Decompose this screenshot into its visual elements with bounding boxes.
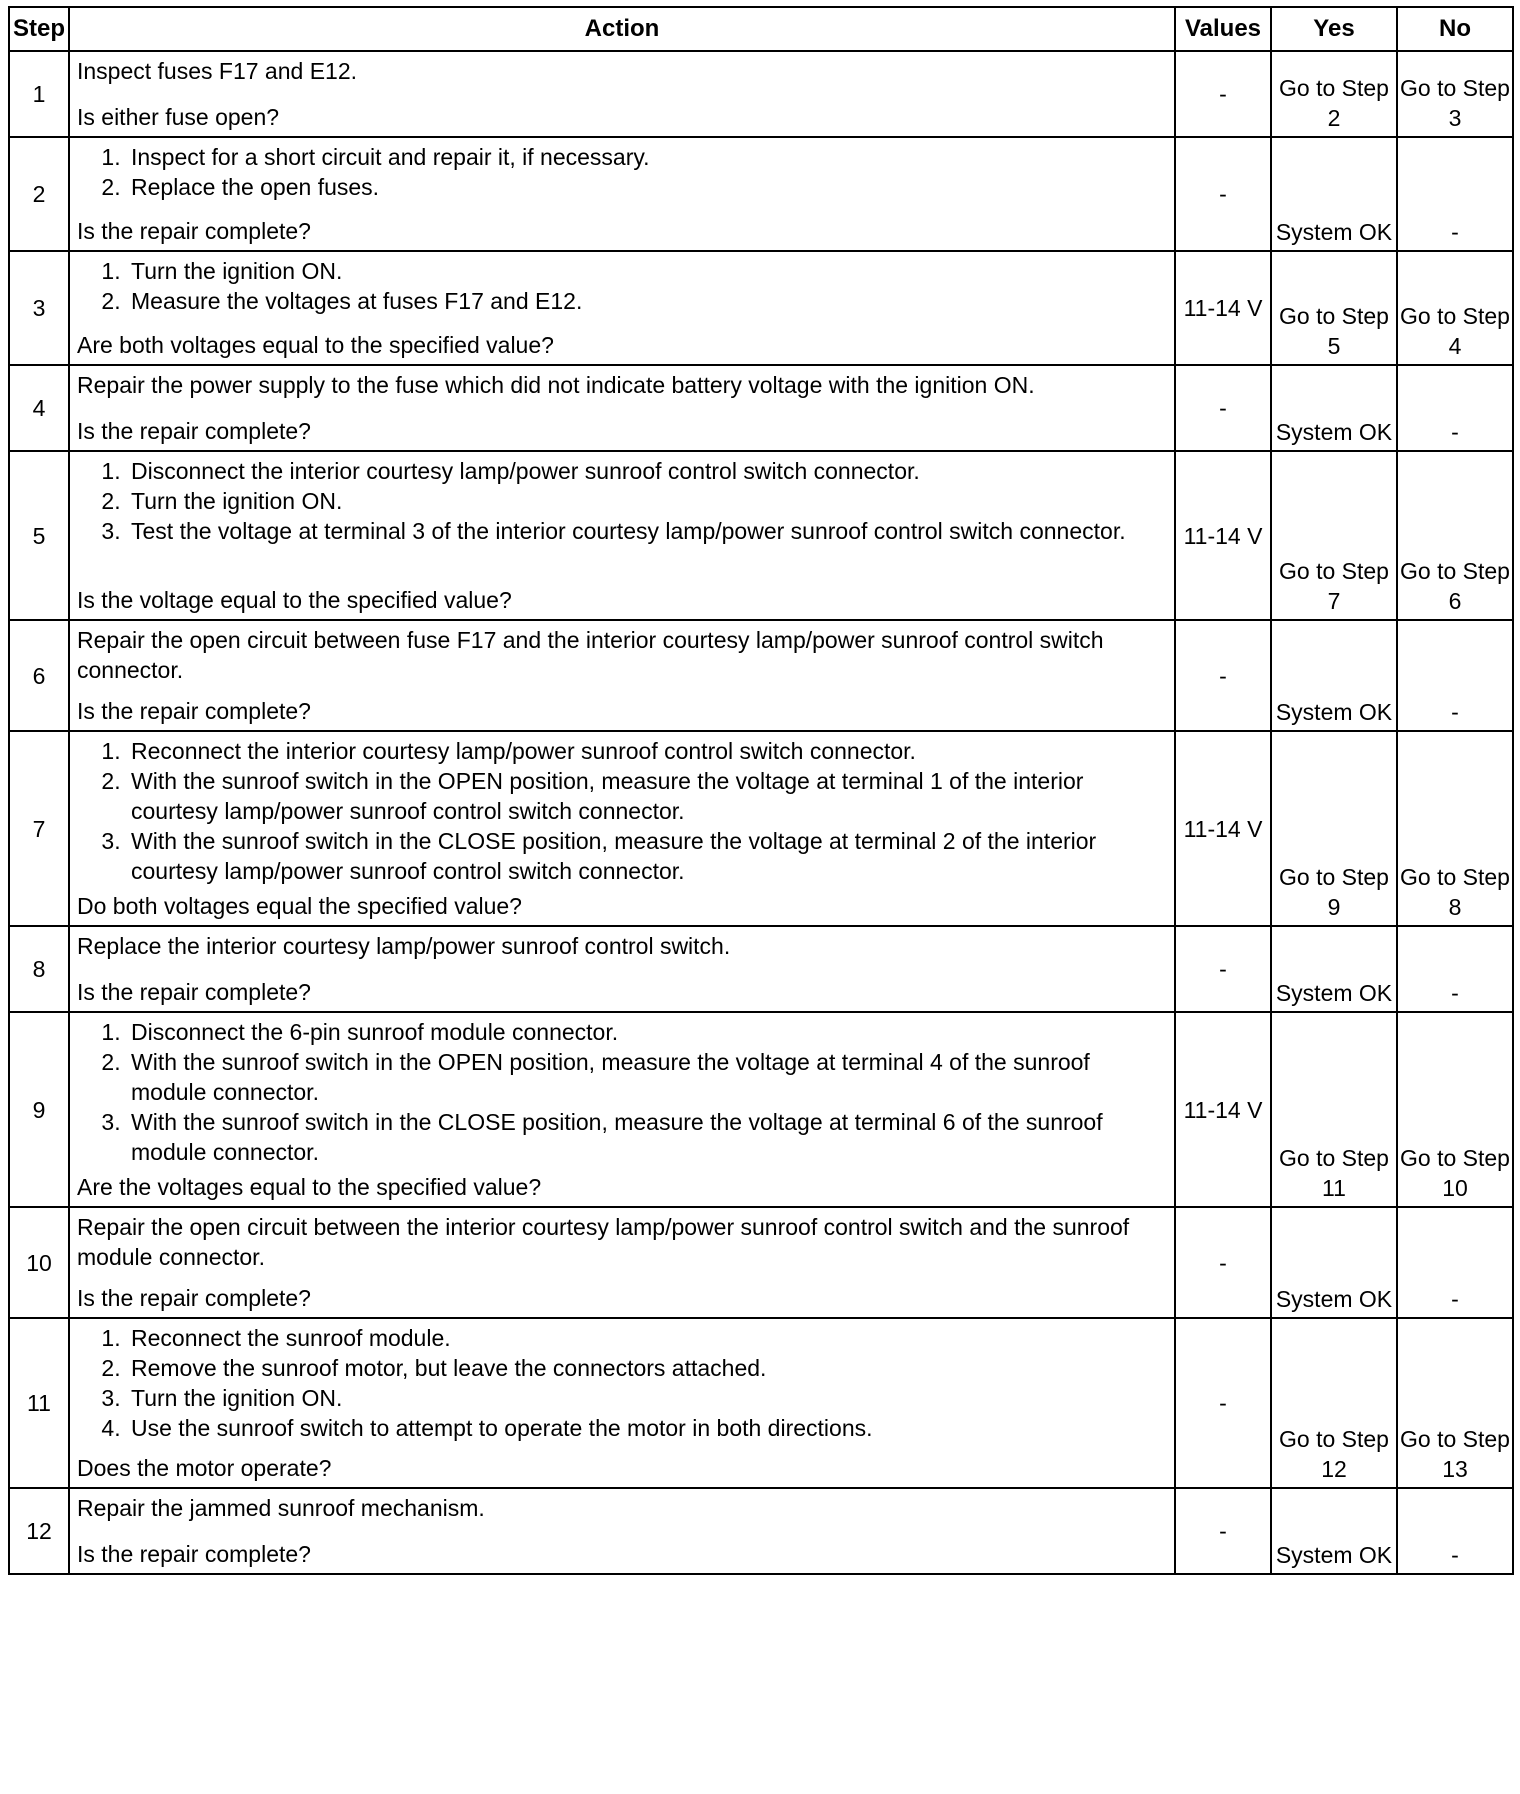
yes-result: System OK	[1271, 926, 1397, 1012]
action-steps-list	[77, 142, 1164, 202]
step-number: 10	[9, 1207, 69, 1318]
action-step-item: 1. Reconnect the interior courtesy lamp/power sunroof control switch connector.	[127, 736, 1164, 766]
action-instructions	[77, 1212, 1164, 1272]
value-cell: -	[1175, 620, 1271, 731]
yes-result: Go to Step 2	[1271, 51, 1397, 137]
step-number: 1	[9, 51, 69, 137]
value-cell: 11-14 V	[1175, 1012, 1271, 1207]
action-question: Do both voltages equal the specified value?	[77, 893, 522, 919]
yes-result: System OK	[1271, 620, 1397, 731]
action-instructions	[77, 625, 1164, 685]
action-content	[77, 370, 1164, 446]
action-cell	[69, 51, 1175, 137]
table-row	[9, 1318, 1513, 1488]
action-cell	[69, 620, 1175, 731]
yes-result: System OK	[1271, 365, 1397, 451]
action-step-item: 1. Turn the ignition ON.	[127, 256, 1164, 286]
action-content	[77, 256, 1164, 360]
step-number: 7	[9, 731, 69, 926]
no-result: Go to Step 10	[1397, 1012, 1513, 1207]
value-cell: -	[1175, 1207, 1271, 1318]
table-row	[9, 731, 1513, 926]
action-cell	[69, 1207, 1175, 1318]
yes-result: Go to Step 5	[1271, 251, 1397, 365]
action-instructions	[77, 142, 1164, 202]
action-step-item: 1. Disconnect the 6-pin sunroof module connector.	[127, 1017, 1164, 1047]
no-result: Go to Step 4	[1397, 251, 1513, 365]
action-intro: Replace the interior courtesy lamp/power sunroof control switch.	[77, 933, 731, 959]
action-instructions	[77, 1493, 1164, 1523]
action-step-item: 4. Use the sunroof switch to attempt to operate the motor in both directions.	[127, 1413, 1164, 1443]
action-intro: Repair the power supply to the fuse which did not indicate battery voltage with the ignition ON.	[77, 372, 1035, 398]
table-row	[9, 365, 1513, 451]
action-content	[77, 931, 1164, 1007]
action-question: Are the voltages equal to the specified value?	[77, 1174, 542, 1200]
header-step: Step	[9, 7, 69, 51]
no-result: -	[1397, 620, 1513, 731]
yes-result: System OK	[1271, 1488, 1397, 1574]
yes-result: System OK	[1271, 1207, 1397, 1318]
table-row	[9, 451, 1513, 620]
step-number: 11	[9, 1318, 69, 1488]
no-result: Go to Step 8	[1397, 731, 1513, 926]
header-yes: Yes	[1271, 7, 1397, 51]
action-content	[77, 1212, 1164, 1313]
value-cell: -	[1175, 365, 1271, 451]
value-cell: -	[1175, 137, 1271, 251]
step-number: 8	[9, 926, 69, 1012]
action-instructions	[77, 56, 1164, 86]
step-number: 2	[9, 137, 69, 251]
no-result: -	[1397, 1488, 1513, 1574]
action-instructions	[77, 456, 1164, 546]
no-result: Go to Step 3	[1397, 51, 1513, 137]
header-row	[9, 7, 1513, 51]
value-cell: -	[1175, 1318, 1271, 1488]
action-question: Does the motor operate?	[77, 1455, 332, 1481]
action-steps-list	[77, 1323, 1164, 1443]
no-result: Go to Step 13	[1397, 1318, 1513, 1488]
action-question: Is either fuse open?	[77, 104, 280, 130]
table-row	[9, 1488, 1513, 1574]
yes-result: Go to Step 11	[1271, 1012, 1397, 1207]
action-cell	[69, 1012, 1175, 1207]
action-content	[77, 736, 1164, 921]
header-values: Values	[1175, 7, 1271, 51]
value-cell: 11-14 V	[1175, 731, 1271, 926]
action-content	[77, 625, 1164, 726]
step-number: 9	[9, 1012, 69, 1207]
action-content	[77, 1323, 1164, 1483]
action-cell	[69, 926, 1175, 1012]
action-step-item: 3. Turn the ignition ON.	[127, 1383, 1164, 1413]
table-header	[9, 7, 1513, 51]
action-instructions	[77, 1323, 1164, 1443]
yes-result: Go to Step 7	[1271, 451, 1397, 620]
action-content	[77, 142, 1164, 246]
step-number: 6	[9, 620, 69, 731]
table-row	[9, 1012, 1513, 1207]
no-result: -	[1397, 1207, 1513, 1318]
action-steps-list	[77, 736, 1164, 886]
table-row	[9, 926, 1513, 1012]
action-content	[77, 1017, 1164, 1202]
yes-result: Go to Step 9	[1271, 731, 1397, 926]
action-step-item: 2. Remove the sunroof motor, but leave the connectors attached.	[127, 1353, 1164, 1383]
action-instructions	[77, 931, 1164, 961]
action-intro: Repair the open circuit between fuse F17 and the interior courtesy lamp/power sunroof control switch connector.	[77, 627, 1104, 683]
step-number: 4	[9, 365, 69, 451]
action-question: Is the voltage equal to the specified value?	[77, 587, 512, 613]
no-result: -	[1397, 365, 1513, 451]
value-cell: -	[1175, 926, 1271, 1012]
action-cell	[69, 365, 1175, 451]
action-instructions	[77, 736, 1164, 886]
value-cell: -	[1175, 51, 1271, 137]
action-cell	[69, 451, 1175, 620]
step-number: 5	[9, 451, 69, 620]
diagnostic-table	[8, 6, 1514, 1575]
action-step-item: 3. With the sunroof switch in the CLOSE position, measure the voltage at terminal 2 of the interior courtesy lamp/power sunroof control switch connector.	[127, 826, 1164, 886]
action-question: Is the repair complete?	[77, 218, 311, 244]
table-row	[9, 251, 1513, 365]
action-steps-list	[77, 1017, 1164, 1167]
action-question: Is the repair complete?	[77, 698, 311, 724]
value-cell: 11-14 V	[1175, 251, 1271, 365]
table-body	[9, 51, 1513, 1574]
action-cell	[69, 251, 1175, 365]
no-result: -	[1397, 926, 1513, 1012]
action-step-item: 3. Test the voltage at terminal 3 of the interior courtesy lamp/power sunroof control switch connector.	[127, 516, 1164, 546]
action-cell	[69, 1318, 1175, 1488]
action-step-item: 2. Turn the ignition ON.	[127, 486, 1164, 516]
action-content	[77, 456, 1164, 615]
action-step-item: 1. Reconnect the sunroof module.	[127, 1323, 1164, 1353]
table-row	[9, 620, 1513, 731]
yes-result: System OK	[1271, 137, 1397, 251]
header-no: No	[1397, 7, 1513, 51]
value-cell: 11-14 V	[1175, 451, 1271, 620]
action-question: Are both voltages equal to the specified value?	[77, 332, 554, 358]
action-step-item: 2. With the sunroof switch in the OPEN position, measure the voltage at terminal 4 of the sunroof module connector.	[127, 1047, 1164, 1107]
step-number: 3	[9, 251, 69, 365]
header-action: Action	[69, 7, 1175, 51]
action-cell	[69, 1488, 1175, 1574]
action-step-item: 2. Measure the voltages at fuses F17 and E12.	[127, 286, 1164, 316]
action-intro: Repair the open circuit between the interior courtesy lamp/power sunroof control switch and the sunroof module connector.	[77, 1214, 1130, 1270]
no-result: -	[1397, 137, 1513, 251]
action-cell	[69, 137, 1175, 251]
yes-result: Go to Step 12	[1271, 1318, 1397, 1488]
action-instructions	[77, 1017, 1164, 1167]
action-intro: Repair the jammed sunroof mechanism.	[77, 1495, 485, 1521]
value-cell: -	[1175, 1488, 1271, 1574]
action-cell	[69, 731, 1175, 926]
table-row	[9, 51, 1513, 137]
action-content	[77, 56, 1164, 132]
table-row	[9, 137, 1513, 251]
table-row	[9, 1207, 1513, 1318]
action-question: Is the repair complete?	[77, 1285, 311, 1311]
no-result: Go to Step 6	[1397, 451, 1513, 620]
step-number: 12	[9, 1488, 69, 1574]
action-intro: Inspect fuses F17 and E12.	[77, 58, 358, 84]
action-step-item: 1. Inspect for a short circuit and repair it, if necessary.	[127, 142, 1164, 172]
action-step-item: 2. With the sunroof switch in the OPEN position, measure the voltage at terminal 1 of the interior courtesy lamp/power sunroof control switch connector.	[127, 766, 1164, 826]
action-steps-list	[77, 256, 1164, 316]
action-step-item: 2. Replace the open fuses.	[127, 172, 1164, 202]
action-instructions	[77, 256, 1164, 316]
action-step-item: 3. With the sunroof switch in the CLOSE position, measure the voltage at terminal 6 of the sunroof module connector.	[127, 1107, 1164, 1167]
action-step-item: 1. Disconnect the interior courtesy lamp/power sunroof control switch connector.	[127, 456, 1164, 486]
action-question: Is the repair complete?	[77, 1541, 311, 1567]
action-question: Is the repair complete?	[77, 979, 311, 1005]
action-content	[77, 1493, 1164, 1569]
action-instructions	[77, 370, 1164, 400]
action-question: Is the repair complete?	[77, 418, 311, 444]
action-steps-list	[77, 456, 1164, 546]
